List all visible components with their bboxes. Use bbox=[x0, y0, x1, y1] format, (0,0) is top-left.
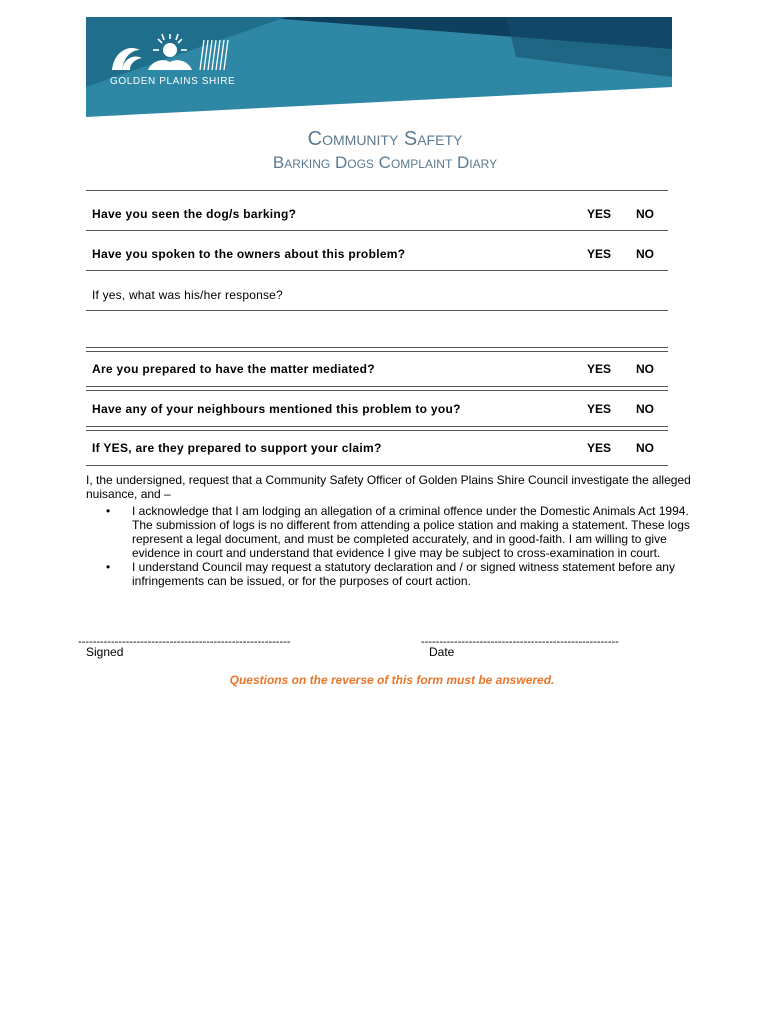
table-rule bbox=[86, 465, 668, 466]
owner-response-field[interactable] bbox=[86, 311, 668, 347]
seen-barking-no-option[interactable]: NO bbox=[636, 207, 654, 221]
table-rule bbox=[86, 347, 668, 348]
table-rule bbox=[86, 390, 668, 391]
table-rule bbox=[86, 426, 668, 427]
question-mediation: Are you prepared to have the matter mediated? bbox=[92, 362, 375, 376]
declaration-intro: I, the undersigned, request that a Community Safety Officer of Golden Plains Shire Council investigate the alleged nuisance, and – bbox=[86, 473, 691, 501]
table-rule bbox=[86, 190, 668, 191]
table-rule bbox=[86, 430, 668, 431]
golden-plains-shire-logo bbox=[108, 30, 232, 76]
question-owner-response: If yes, what was his/her response? bbox=[92, 288, 283, 302]
reverse-side-note: Questions on the reverse of this form must be answered. bbox=[229, 673, 555, 687]
page-title: Community Safety bbox=[307, 128, 463, 150]
declaration-bullet bbox=[86, 560, 696, 588]
date-label: Date bbox=[429, 645, 455, 659]
table-rule bbox=[86, 270, 668, 271]
declaration-bullets bbox=[86, 504, 696, 588]
logo-text: GOLDEN PLAINS SHIRE bbox=[110, 76, 236, 87]
declaration-bullet bbox=[86, 504, 696, 560]
question-spoken-owners: Have you spoken to the owners about this problem? bbox=[92, 247, 406, 261]
table-rule bbox=[86, 230, 668, 231]
question-support-claim: If YES, are they prepared to support your claim? bbox=[92, 441, 382, 455]
table-rule bbox=[86, 351, 668, 352]
declaration-bullet-text: I acknowledge that I am lodging an allegation of a criminal offence under the Domestic Animals Act 1994. The submission of logs is no different from attending a police station and making a statement. These logs represent a legal document, and must be completed accurately, and in good-faith. I am willing to give evidence in court and understand that evidence I give may be subject to cross-examination in court. bbox=[132, 504, 690, 560]
seen-barking-yes-option[interactable]: YES bbox=[587, 207, 612, 221]
neighbours-no-option[interactable]: NO bbox=[636, 402, 654, 416]
mediation-yes-option[interactable]: YES bbox=[587, 362, 612, 376]
spoken-owners-yes-option[interactable]: YES bbox=[587, 247, 612, 261]
bullet-dot-icon: • bbox=[106, 504, 111, 518]
support-claim-yes-option[interactable]: YES bbox=[587, 441, 612, 455]
declaration-bullet-text: I understand Council may request a statutory declaration and / or signed witness statement before any infringements can be issued, or for the purposes of court action. bbox=[132, 560, 675, 588]
question-neighbours: Have any of your neighbours mentioned this problem to you? bbox=[92, 402, 461, 416]
neighbours-yes-option[interactable]: YES bbox=[587, 402, 612, 416]
support-claim-no-option[interactable]: NO bbox=[636, 441, 654, 455]
page-subtitle: Barking Dogs Complaint Diary bbox=[272, 153, 498, 172]
signature-line[interactable]: ---------------------------------------------------------- bbox=[78, 636, 291, 648]
date-line[interactable]: ------------------------------------------------------ bbox=[421, 636, 619, 648]
table-rule bbox=[86, 386, 668, 387]
bullet-dot-icon: • bbox=[106, 560, 111, 574]
mediation-no-option[interactable]: NO bbox=[636, 362, 654, 376]
question-seen-barking: Have you seen the dog/s barking? bbox=[92, 207, 297, 221]
spoken-owners-no-option[interactable]: NO bbox=[636, 247, 654, 261]
signed-label: Signed bbox=[86, 645, 124, 659]
